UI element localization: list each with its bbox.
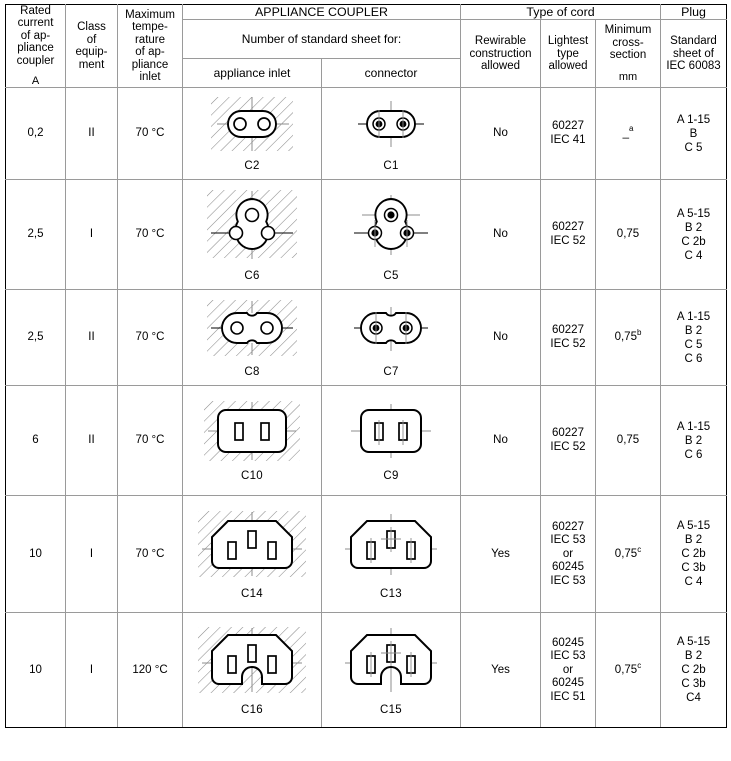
figure-caption-inlet: C14: [241, 587, 263, 600]
header-mincross-l1: Minimum: [604, 24, 652, 37]
cell-rated-current: 10: [6, 613, 66, 728]
cell-connector-drawing: [322, 386, 461, 496]
header-lightest-type: [541, 20, 596, 88]
header-maxtemp-l1: Maximum: [125, 9, 175, 21]
cord-line: IEC 51: [550, 690, 586, 703]
drawing-c1-stadium-connector: [336, 95, 446, 153]
header-plug-standard-sheet: [661, 20, 727, 88]
header-maxtemp-l3: rature: [134, 33, 166, 46]
cord-line: or: [562, 547, 574, 560]
header-lightest-l3: allowed: [548, 59, 588, 72]
cell-plug-sheet: [661, 180, 727, 290]
cell-appliance-inlet-drawing: [183, 180, 322, 290]
plug-line: C 2b: [681, 548, 706, 561]
header-rated-current-unit: A: [31, 75, 40, 88]
plug-line: C 6: [684, 352, 703, 365]
header-mincross-l3: section: [609, 49, 647, 62]
plug-line: C 2b: [681, 235, 706, 248]
plug-line: C 5: [684, 338, 703, 351]
cell-min-cross-section: [596, 180, 661, 290]
cell-rewirable: No: [461, 386, 541, 496]
header-rated-current-l3: of ap-: [20, 29, 51, 42]
cell-rated-current: 10: [6, 496, 66, 613]
cell-connector-drawing: [322, 496, 461, 613]
header-rated-current: [6, 5, 66, 88]
cell-plug-sheet: [661, 88, 727, 180]
header-minimum-cross-section: [596, 20, 661, 88]
cell-max-temp: 70 °C: [118, 180, 183, 290]
figure-caption-connector: C13: [380, 587, 402, 600]
plug-line: A 5-15: [676, 520, 711, 533]
min-cross-value: 0,75: [614, 331, 637, 344]
cell-rewirable: No: [461, 180, 541, 290]
header-group-plug: Plug: [661, 5, 727, 20]
drawing-c8-figure8-inlet: [193, 297, 311, 359]
header-row-1: [6, 5, 727, 20]
header-group-type-of-cord: Type of cord: [461, 5, 661, 20]
cell-min-cross-section: [596, 386, 661, 496]
cell-cord-type: [541, 496, 596, 613]
cell-plug-sheet: [661, 496, 727, 613]
header-number-of-standard-sheet: Number of standard sheet for:: [183, 20, 461, 59]
header-rewirable-l1: Rewirable: [474, 35, 527, 48]
cell-max-temp: 70 °C: [118, 88, 183, 180]
drawing-c16-hex-notch-inlet: [188, 625, 316, 697]
header-rated-current-l4: pliance: [17, 42, 54, 55]
plug-line: C 2b: [681, 664, 706, 677]
header-plugsheet-l3: IEC 60083: [666, 59, 721, 72]
cell-min-cross-section: [596, 290, 661, 386]
header-group-appliance-coupler: APPLIANCE COUPLER: [183, 5, 461, 20]
cord-line: or: [562, 663, 574, 676]
cell-class: II: [66, 386, 118, 496]
header-class-l4: ment: [78, 58, 105, 71]
drawing-c13-hex-connector: [327, 509, 455, 581]
cell-appliance-inlet-drawing: [183, 613, 322, 728]
cord-line: IEC 52: [550, 234, 586, 247]
figure-caption-inlet: C2: [244, 160, 260, 173]
cell-connector-drawing: [322, 88, 461, 180]
cord-line: IEC 52: [550, 440, 586, 453]
cell-max-temp: 70 °C: [118, 496, 183, 613]
drawing-c2-stadium-inlet: [197, 95, 307, 153]
cord-line: 60227: [552, 120, 584, 133]
plug-line: B 2: [684, 324, 703, 337]
figure-caption-inlet: C8: [244, 366, 260, 379]
header-class-of-equipment: [66, 5, 118, 88]
plug-line: A 5-15: [676, 636, 711, 649]
figure-caption-connector: C7: [383, 366, 399, 379]
table-row: [6, 386, 727, 496]
min-cross-value: 0,75: [616, 434, 640, 447]
plug-line: C 6: [684, 448, 703, 461]
cell-max-temp: 70 °C: [118, 290, 183, 386]
table-row: [6, 290, 727, 386]
cell-rated-current: 2,5: [6, 180, 66, 290]
drawing-c6-trefoil-inlet: [193, 187, 311, 263]
figure-caption-inlet: C10: [241, 470, 263, 483]
header-plugsheet-l1: Standard: [670, 35, 717, 48]
plug-line: B 2: [684, 650, 703, 663]
cell-cord-type: [541, 180, 596, 290]
table-row: [6, 88, 727, 180]
cell-appliance-inlet-drawing: [183, 88, 322, 180]
min-cross-value: 0,75: [616, 228, 640, 241]
cell-class: II: [66, 88, 118, 180]
cord-line: IEC 52: [550, 337, 586, 350]
plug-line: B: [689, 127, 698, 140]
header-rewirable-l2: construction: [469, 47, 532, 60]
figure-caption-inlet: C6: [244, 270, 260, 283]
figure-caption-connector: C9: [383, 470, 399, 483]
figure-caption-connector: C5: [383, 270, 399, 283]
cell-cord-type: [541, 613, 596, 728]
cell-plug-sheet: [661, 386, 727, 496]
cell-connector-drawing: [322, 290, 461, 386]
header-class-l1: Class: [77, 21, 106, 34]
table-row: [6, 180, 727, 290]
plug-line: C4: [686, 692, 701, 705]
header-mincross-unit: mm: [618, 70, 638, 83]
figure-caption-inlet: C16: [241, 703, 263, 716]
header-rated-current-l5: coupler: [16, 54, 55, 67]
cell-class: II: [66, 290, 118, 386]
cell-rewirable: No: [461, 290, 541, 386]
drawing-c5-trefoil-connector: [332, 187, 450, 263]
header-mincross-l2: cross-: [612, 36, 644, 49]
cell-class: I: [66, 496, 118, 613]
header-lightest-l1: Lightest: [547, 35, 589, 48]
header-rated-current-l2: current: [17, 17, 54, 30]
header-maxtemp-l2: tempe-: [132, 21, 168, 34]
header-rewirable-construction: [461, 20, 541, 88]
header-rated-current-l1: Rated: [20, 5, 51, 17]
plug-line: C 4: [684, 576, 703, 589]
cell-plug-sheet: [661, 290, 727, 386]
plug-line: B 2: [684, 434, 703, 447]
drawing-c7-figure8-connector: [332, 297, 450, 359]
header-maxtemp-l4: of ap-: [135, 46, 165, 59]
cell-appliance-inlet-drawing: [183, 496, 322, 613]
cell-max-temp: 120 °C: [118, 613, 183, 728]
plug-line: C 3b: [681, 562, 706, 575]
header-plugsheet-l2: sheet of: [673, 47, 714, 60]
header-connector: connector: [322, 58, 461, 88]
cell-appliance-inlet-drawing: [183, 386, 322, 496]
header-rewirable-l3: allowed: [481, 59, 520, 72]
cell-min-cross-section: [596, 88, 661, 180]
cord-line: IEC 41: [550, 133, 586, 146]
cell-min-cross-section: [596, 613, 661, 728]
cord-line: 60227: [552, 427, 584, 440]
cell-rewirable: No: [461, 88, 541, 180]
header-class-l3: equip-: [75, 46, 108, 59]
cell-appliance-inlet-drawing: [183, 290, 322, 386]
footnote-marker: c: [637, 660, 642, 670]
plug-line: C 3b: [681, 678, 706, 691]
min-cross-value: 0,75: [614, 663, 638, 676]
header-class-l2: of: [86, 33, 97, 46]
cell-rated-current: 0,2: [6, 88, 66, 180]
plug-line: C 4: [684, 249, 703, 262]
header-max-temperature: [118, 5, 183, 88]
drawing-c15-hex-notch-connector: [327, 625, 455, 697]
cell-min-cross-section: [596, 496, 661, 613]
cell-class: I: [66, 613, 118, 728]
plug-line: B 2: [684, 221, 703, 234]
footnote-marker: c: [637, 544, 642, 554]
figure-caption-connector: C1: [383, 160, 399, 173]
cell-cord-type: [541, 290, 596, 386]
drawing-c14-hex-inlet: [188, 509, 316, 581]
cord-line: 60227: [552, 520, 584, 533]
plug-line: A 5-15: [676, 207, 711, 220]
cell-connector-drawing: [322, 613, 461, 728]
cord-line: 60245: [552, 636, 584, 649]
cord-line: 60245: [552, 677, 584, 690]
plug-line: A 1-15: [676, 420, 711, 433]
cord-line: IEC 53: [550, 650, 586, 663]
table-row: [6, 496, 727, 613]
drawing-c9-roundrect-connector: [331, 399, 451, 463]
plug-line: B 2: [684, 534, 703, 547]
figure-caption-connector: C15: [380, 703, 402, 716]
cord-line: 60227: [552, 324, 584, 337]
cell-cord-type: [541, 88, 596, 180]
cord-line: 60227: [552, 221, 584, 234]
footnote-marker: b: [636, 328, 642, 338]
cord-line: IEC 53: [550, 534, 586, 547]
plug-line: A 1-15: [676, 310, 711, 323]
cell-max-temp: 70 °C: [118, 386, 183, 496]
cell-plug-sheet: [661, 613, 727, 728]
cord-line: IEC 53: [550, 574, 586, 587]
cell-cord-type: [541, 386, 596, 496]
cord-line: 60245: [552, 561, 584, 574]
footnote-marker: a: [628, 124, 634, 134]
header-maxtemp-l5: pliance: [131, 58, 169, 71]
min-cross-value: _: [622, 127, 629, 140]
cell-rewirable: Yes: [461, 496, 541, 613]
plug-line: A 1-15: [676, 113, 711, 126]
drawing-c10-roundrect-inlet: [192, 399, 312, 463]
table-row: [6, 613, 727, 728]
min-cross-value: 0,75: [614, 547, 638, 560]
cell-rated-current: 6: [6, 386, 66, 496]
plug-line: C 5: [684, 141, 703, 154]
header-lightest-l2: type: [557, 47, 579, 60]
header-appliance-inlet: appliance inlet: [183, 58, 322, 88]
header-maxtemp-l6: inlet: [139, 71, 161, 84]
cell-rewirable: Yes: [461, 613, 541, 728]
appliance-coupler-table: [5, 4, 727, 728]
cell-connector-drawing: [322, 180, 461, 290]
cell-rated-current: 2,5: [6, 290, 66, 386]
cell-class: I: [66, 180, 118, 290]
